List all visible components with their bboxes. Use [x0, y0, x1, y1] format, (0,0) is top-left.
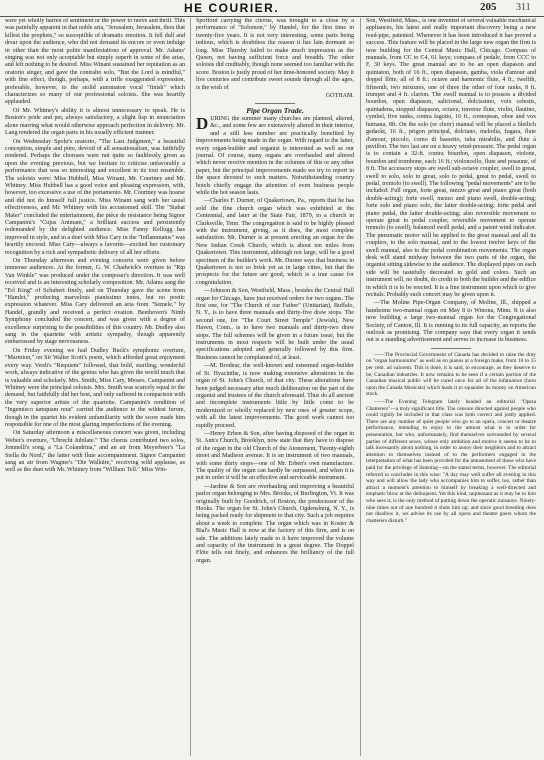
author-signature: GOTHAM. — [325, 93, 354, 100]
small-paragraph: ——The Provincial Government of Canada has decided to raise the duty on "organ harmoniums" as well as on pianos at a foreign make, from 10 to 15 per cent. ad valorem. This is done, it is said, to encourage, as they deserve to be, Canadian industries. It now remains to be seen if a certain portion of the Canadian musical public will be cured once for all of the infatuation (born upon the Canada Musicals) which leads it to squander its money on American stock. — [366, 351, 536, 398]
small-paragraph: ——The Evening Telegram lately headed an editorial "Opera Chatterers"—a truly significant title. The censure directed against people who could rightly be included in that class was both correct and justly applied. There are any number of quiet people who go to an opera, concert or theatre performance, intending to enjoy to the utmost what is in order for presentation, but who, unfortunately, find themselves surrounded by several parties of different sexes, whose only ambition and motive it seems to be to talk incessantly about nothing, in order to annoy their neighbors and to attract attention to themselves instead of to the performers engaged in the interpretation of what has been provided for the amusement of those who have paid for the privilege of listening—on the stated terms, however. The editorial referred to concludes in this wise: "A day may well suffer all evening in this way and will allow the lady who accompanies him to suffer, too, rather than attract a moment's attention to himself by breaking a well-directed and emphatic blow at the delinquent. Yet this kind, unpleasant as it may be to him who sees it, is the only method of putting down the operatic nuisance. Ninety-nine times out of one hundred it shuts him up; and since good breeding does not disallow it, we advise its use by all opera and theatre goers whom the chatterers disturb." — [366, 399, 536, 524]
column-rule-right — [360, 18, 361, 756]
paragraph: —Jardine & Son are overhauling and improving a beautiful parlor organ belonging to Mrs. Brooks, of Burlington, Vt. It was originally built by Goodrich, of Boston, the predecessor of the Hooks. The organ for St. John's Church, Ogdensburg, N. Y., is being packed ready for shipment to that city. Such a job requires about a week to complete. The organ which was in Koster & Bial's Music Hall is now at the factory of this firm, and is on sale. The additions lately made to it have improved the volume and capacity of the instrument in a great degree. The Doppel Flöte tells out finely, and enhances the brilliancy of the full organ. — [196, 483, 354, 564]
paragraph: On Thursday afternoon and evening concerts were given before immense audiences. At the former, G. W. Chadwick's overture to "Rip Van Winkle" was produced under the composer's direction. It was well received and is an interesting scholarly composition. Mr. Adams sang the "Erl King" of Schubert finely, and on Thursday gave the scene from "Hamlet," producing marvelous pianissimo tones, but no poetic expression whatever. Miss Cary delivered an aria from "Semele," by Handel, grandly and received a perfect ovation. Beethoven's Ninth Symphony concluded the concert, and was given with a degree of excellence surprising to the possibilities of this country. Mr. Dudley also sang in the quartette with artistic sympathy, though apparently embarrassed by stage nervousness. — [5, 258, 185, 346]
paragraph: —Johnson & Son, Westfield, Mass., besides the Central Hall organ for Chicago, have just received orders for two organs. The first one, for "The Church of our Father" (Unitarian), Buffalo, N. Y., is to have three manuals and thirty-five draw stops. The second one, for "The Court Street Temple" (Jewish), New Haven, Conn., is to have two manuals and thirty-two draw stops. The full schemes will be given in a future issue, but the instruments in most respects will be built under the usual specifications adopted and generally followed by this firm. Business cannot be complained of, at least. — [196, 288, 354, 361]
lead-paragraph — [196, 113, 354, 197]
column-rule-left — [190, 18, 191, 756]
page-header — [0, 0, 544, 17]
section-divider — [431, 348, 471, 349]
lead-paragraph-text: URING the summer many churches are planned, altered, &c., and some few are extensively altered in their interior, and a still less number are practically benefited by improvements being made in the organ. With regard to the latter, every organ-builder and organist is interested as well as our journal. Of course, many organs are overhauled and altered which never receive mention in the columns of this or any other paper, but the principal improvements made we try to report in the space devoted to such matters. Notwithstanding country hotels chiefly engage the attention of even business people while the hot season lasts. — [196, 115, 354, 196]
paragraph: —Charles F. Durner, of Quakertown, Pa., reports that he has sold the fine church organ which was exhibited at the Centennial, and later at the State Fair, 1879, to a church in Clarksville, Tenn. The congregation is said to be highly pleased with the instrument, giving, as it does, the most complete satisfaction. Mr. Durner is at present erecting an organ for the New Indian Creek Church, which is about ten miles from Quakertown. This instrument, although not large, will be a good specimen of the builder's work. Mr. Durner says that business in Quakertown is not so brisk yet as in large cities, but that the prospects for the future are good, which is a true cause for congratulation. — [196, 198, 354, 286]
paragraph: —The Moline Pipe-Organ Company, of Moline, Ill., shipped a handsome two-manual organ on May 8 to Winona, Minn. It is also now building a large two-manual organ for the Congregational Society, of Canton, Ill. It is running to its full capacity, an reports the outlook as promising. The company says that every organ it sends out is a standing advertisement and serves to increase its business. — [366, 300, 536, 344]
paragraph: Spofford carrying the chorus, was brought to a close by a performance of "Solomon," by Handel, for the first time in twenty-five years. It is not very interesting, some parts being tedious, which is doubtless the reason it has lain dormant so long. Miss Thursby failed to make much impression as the Queen, not having sufficient force and breadth. The other soloists did creditably, though none seemed too familiar with the score. Boston is justly proud of her time-honored society. May it live centuries and contribute sweet sounds through all the ages, is the wish of — [196, 18, 354, 91]
column-middle — [196, 18, 354, 756]
drop-cap: D — [196, 113, 209, 133]
corner-mark: 311 — [516, 2, 531, 13]
section-title: Pipe Organ Trade. — [246, 106, 304, 116]
paragraph: —M. Brodeur, the well-known and esteemed organ-builder of St. Hyacinthe, is now making extensive alterations in the organ of St. John's Church, of that city. These alterations have been judged necessary after much deliberation on the part of the organist and trustees of the church aforesaid. Thus do all ancient and incomplete instruments little by little come to be modernized or wholly replaced by new ones of greater scope, with all the latest improvements. The good work cannot too rapidly proceed. — [196, 363, 354, 429]
paragraph: On Friday evening we had Dudley Buck's symphonic overture, "Marmion," on Sir Walter Scott's poem, which afforded great enjoyment every way. Verdi's "Requiem" followed, that bold, startling, wonderful work, always indicative of the genius who has given the world much that is valuable and scholarly. Mrs. Smith, Miss Cary, Messrs. Campanini and Whitney were the principal soloists. Mrs. Smith was scarcely equal to the demand, but faithfully did her best, and only suffered in comparison with the very superior artists of the quartette. Campanini's rendition of "Ingemisco tamquam reus" carried the audience to the wildest furore, though in the quartet his evident unfamiliarity with the score made him responsible for one of the most glaring imperfections of the evening. — [5, 347, 185, 428]
column-right — [366, 18, 536, 756]
column-left — [5, 18, 185, 756]
paragraph: —Henry Erben & Son, after having disposed of the organ in St. Ann's Church, Brooklyn, now state that they have to dispose of the organ in the old Church of the Atonement, Twenty-eighth street and Madison avenue. It is an instrument of two manuals, with some thirty stops—one of Mr. Erben's own manufacture. The quality of the organ can hardly be surpassed, and when it is put in order it will be an effective and serviceable instrument. — [196, 430, 354, 482]
paragraph: Of Mr. Whitney's ability it is almost unnecessary to speak. He is Boston's pride and pet, always satisfactory, a slight lisp in enunciation alone marring what would otherwise approach perfection in delivery. Mr. Lang rendered the organ parts in his usually efficient manner. — [5, 107, 185, 137]
page-number: 205 — [480, 1, 497, 13]
paragraph: were yet wholly barren of sentiment or the power to move and thrill. This was painfully apparent in that noble aria, "Jerusalem, Jerusalem, thou that killest the prophets," so susceptible of dramatic emotion. It fell dull and drear upon the audience, who did not demand its encore or even indulge in other than the most polite manifestations of approval. Mr. Adams' singing was not only acceptable but simply superb in some of the arias, and left nothing to be desired. Miss Winant sustained her reputation as an oratorio singer, and gave the contralto solo, "But the Lord is mindful," with fine effect, though, perhaps, with a trifle exaggerated expression, preferable, however, to the stolid automaton vocal "finish" which characterizes so many of our professional soloists. She was heartily applauded. — [5, 18, 185, 106]
paragraph: On Wednesday Spohr's oratorio, "The Last Judgment," a beautiful conception, simple and pure, devoid of all sensationalism, was faithfully rendered. Perhaps the choruses were not quite so faultlessly given as upon the evening previous, but we hesitate to criticise unfavorably a performance that was so interesting and excellent in its tout ensemble. The soloists were: Miss Hubbell, Miss Winant, Mr. Courtney and Mr. Whitney. Miss Hubbell has a good voice and pleasing expression, with, however, too excessive a use of the portamento. Mr. Courtney was hoarse and did not do himself full justice. Miss Winant sang with her usual effectiveness, and Mr. Whitney with his accustomed skill. The "Stabat Mater" concluded the entertainment, the pièce de résistance being Signor Campanini's "Cujus Animam," a brilliant success and persistently redemanded by the delighted audience. Miss Fanny Kellogg has improved in style, and in a duet with Miss Cary in the "Inflammatus" was heartily encored. Miss Cary—always a favorite—excited her customary recognition by a rich and sympathetic delivery of all her efforts. — [5, 138, 185, 256]
paragraph: On Saturday afternoon a miscellaneous concert was given, including Weber's overture, "Ubrecht Jubilate." The chorus contributed two solos, Jomnelli's song, a "La Colandrina," and an air from Meyerbeer's "La Stella du Nord," the latter with flute accompaniment. Signor Campanini sang an air from Wagner's "Die Walküre," receiving wild applause, as well as the duet with Mr. Whitney from "William Tell." Miss Win- — [5, 430, 185, 474]
running-title: HE COURIER. — [184, 1, 280, 15]
paragraph: Son, Westfield, Mass., is one invented of several valuable mechanical appliances, his latest and really important discovery being a new reed-pipe, patented. Whenever it has been introduced it has proved a success. This feature will be placed in the large new organ the firm is now building for the Central Music Hall, Chicago. Compass of manuals, from CC to C4, 61 keys; compass of pedale, from CCC to F, 30 keys. The great manual are to be an open diapason and quintaton, both of 16 ft., open diapason, gamba, viola d'amour and doppel flöte, all of 8 ft.; octave and harmonic flute, 4 ft., twelfth, fifteenth, two mixtures, one of three the other of four ranks, 8 ft. trumpet and 4 ft. clarion. The swell manual is to possess a divided bourdon, open diapason, salicional, dolcissimo, voix celestis, quintadena, stopped diapason, octave, traverse flute, violin, flautino, cymbel, five ranks, contra fagotto, 16 ft., cornopean, oboe and vox humana, 8ft. On the solo (or choir) manual will be placed a bleilich gedackt, 16 ft., prigon principal, dolciano, melodia, fugara, flute d'amour, piccolo, corno di bassetto, tuba mirabilis, and flute à pavillon. The two last are on a heavy wind-pressure. The pedal organ is to contain a 32-ft. contra bourdon, open diapason, violone, bourdon and trombone, each 16 ft.; violoncello, flute and posaune, of 8 ft. The accessory stops are swell sub-octave coupler, swell to great, swell to solo, solo to great, solo to pedal, great to pedal, swell to pedal, tremolo (to swell). The following "pedal movements" are to be included: Full organ, forte great, mezzo great and piano great (both double-acting); forte swell, mezzo and piano swell, double-acting; forte solo and piano solo, the latter double-acting; forte pedal and piano pedal, the latter double-acting; also reversible movement to operate great to pedal coupler, reversible movement to operate tremolo (to swell), balanced swell pedal, and a patent wind indicator. The pneumatic motor will be applied to the great manual and all its couplers, to the solo manual, and to the lowest twelve keys of the swell manual, also to the pedal combination movements. The organ desk will stand midway between the two parts of the organ, the organist sitting sidewise to the audience. The displayed pipes on each side will be tastefully decorated in gold and colors. Such an instrument will, no doubt, do credit to both the builder and the edifice in which it is to be erected. It is a fine instrument upon which to give recitals. Probably such concert may be given upon it. — [366, 18, 536, 299]
section-divider — [255, 103, 295, 104]
